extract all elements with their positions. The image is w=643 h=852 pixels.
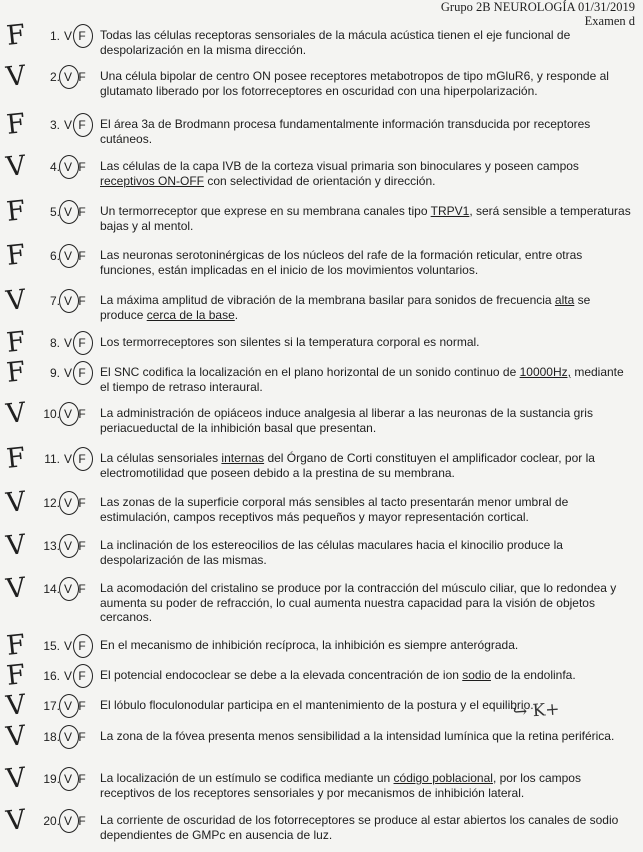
handwritten-mark: V <box>4 150 28 183</box>
answer-circle <box>73 447 93 471</box>
question-item <box>0 442 643 490</box>
question-number: 8. <box>49 336 60 350</box>
option-true: V <box>63 294 72 308</box>
answer-circle <box>73 24 93 48</box>
question-number: 17. <box>43 699 60 713</box>
option-false: F <box>78 205 86 219</box>
option-false: F <box>78 366 86 380</box>
answer-circle <box>59 244 79 268</box>
option-false: F <box>78 582 86 596</box>
answer-circle <box>59 694 79 718</box>
option-false: F <box>78 814 86 828</box>
answer-circle <box>59 809 79 833</box>
handwritten-mark: V <box>4 529 28 562</box>
option-true: V <box>63 452 72 466</box>
answer-circle <box>59 289 79 313</box>
question-text: Las zonas de la superficie corporal más sensibles al tacto presentarán menor umbral de estimulación, campos receptivos más pequeños y mayor representación cortical. <box>100 495 569 524</box>
question-number: 18. <box>43 730 60 744</box>
option-false: F <box>78 452 86 466</box>
question-item <box>0 804 643 852</box>
option-true: V <box>63 407 72 421</box>
handwritten-mark: V <box>4 720 28 753</box>
question-item <box>0 397 643 445</box>
question-text: Las neuronas serotoninérgicas de los núcleos del rafe de la formación reticular, entre otras funciones, están implicadas en el inicio de los movimientos voluntarios. <box>100 248 583 277</box>
question-item <box>0 572 643 624</box>
question-text: El SNC codifica la localización en el plano horizontal de un sonido continuo de 10000Hz, mediante el tiempo de retraso interaural. <box>100 365 624 394</box>
question-item <box>0 720 643 768</box>
question-number: 7. <box>49 294 60 308</box>
header-exam-version: Examen d <box>584 14 635 28</box>
option-true: V <box>63 118 72 132</box>
handwritten-mark: V <box>4 689 28 722</box>
answer-circle <box>73 634 93 658</box>
handwritten-mark: F <box>5 195 27 228</box>
question-item <box>0 762 643 810</box>
question-text: Un termorreceptor que exprese en su membrana canales tipo TRPV1, será sensible a temperaturas bajas y al mentol. <box>100 204 631 233</box>
question-number: 20. <box>43 814 60 828</box>
question-text: La inclinación de los estereocilios de las células maculares hacia el kinocilio produce la despolarización de las mismas. <box>100 538 563 567</box>
question-number: 5. <box>49 205 60 219</box>
question-text: La administración de opiáceos induce analgesia al liberar a las neuronas de la sustancia gris periacueductal de la inhibición basal que presentan. <box>100 406 593 435</box>
option-true: V <box>63 205 72 219</box>
handwritten-mark: F <box>5 442 27 475</box>
question-text: La acomodación del cristalino se produce por la contracción del músculo ciliar, que lo redondea y aumenta su poder de refracción, lo cual aumenta nuestra capacidad para la visión de objetos cercanos. <box>100 581 617 624</box>
handwritten-mark: V <box>4 397 28 430</box>
option-true: V <box>63 699 72 713</box>
question-item <box>0 486 643 534</box>
answer-circle <box>59 200 79 224</box>
option-true: V <box>63 366 72 380</box>
option-true: V <box>63 249 72 263</box>
option-false: F <box>78 336 86 350</box>
option-false: F <box>78 160 86 174</box>
page-header <box>441 0 635 28</box>
option-true: V <box>63 772 72 786</box>
question-item <box>0 60 643 108</box>
question-number: 16. <box>43 669 60 683</box>
option-false: F <box>78 772 86 786</box>
handwritten-mark: F <box>5 356 27 389</box>
option-false: F <box>78 407 86 421</box>
question-number: 1. <box>49 29 60 43</box>
option-false: F <box>78 639 86 653</box>
option-false: F <box>78 29 86 43</box>
option-true: V <box>63 70 72 84</box>
question-number: 11. <box>44 452 60 466</box>
handwritten-mark: V <box>4 762 28 795</box>
question-text: Las células de la capa IVB de la corteza visual primaria son binoculares y poseen campos receptivos ON-OFF con selectividad de orientación y dirección. <box>100 159 579 188</box>
question-text: Los termorreceptores son silentes si la temperatura corporal es normal. <box>100 335 480 349</box>
answer-circle <box>59 65 79 89</box>
answer-circle <box>59 767 79 791</box>
handwritten-mark: F <box>5 19 27 52</box>
question-text: Una célula bipolar de centro ON posee receptores metabotropos de tipo mGluR6, y responde al glutamato liberado por los fotorreceptores en oscuridad con una hiperpolarización. <box>100 69 609 98</box>
option-true: V <box>63 539 72 553</box>
answer-circle <box>59 491 79 515</box>
question-text: La zona de la fóvea presenta menos sensibilidad a la intensidad lumínica que la retina periférica. <box>100 729 615 743</box>
handwritten-mark: V <box>4 804 28 837</box>
answer-circle <box>73 331 93 355</box>
question-item <box>0 150 643 198</box>
option-false: F <box>78 70 86 84</box>
question-number: 13. <box>43 539 60 553</box>
answer-circle <box>59 577 79 601</box>
option-false: F <box>78 294 86 308</box>
option-true: V <box>63 582 72 596</box>
header-group-date: Grupo 2B NEUROLOGÍA 01/31/2019 <box>440 0 635 14</box>
answer-circle <box>59 155 79 179</box>
question-text: El lóbulo floculonodular participa en el mantenimiento de la postura y el equilibrio. <box>100 698 534 712</box>
question-text: La células sensoriales internas del Órgano de Corti constituyen el amplificador coclear, por la electromotilidad que poseen debido a la prestina de su membrana. <box>100 451 595 480</box>
option-false: F <box>78 249 86 263</box>
question-number: 15. <box>43 639 60 653</box>
option-true: V <box>63 160 72 174</box>
question-text: La localización de un estímulo se codifica mediante un código poblacional, por los campos receptivos de los receptores sensoriales y por mecanismos de inhibición lateral. <box>100 771 581 800</box>
option-false: F <box>78 496 86 510</box>
question-number: 12. <box>43 496 60 510</box>
answer-circle <box>73 113 93 137</box>
handwritten-annotation-k: ↪ K+ <box>512 699 561 723</box>
answer-circle <box>73 361 93 385</box>
question-item <box>0 195 643 243</box>
answer-circle <box>59 534 79 558</box>
question-number: 2. <box>49 70 60 84</box>
answer-circle <box>59 725 79 749</box>
handwritten-mark: F <box>5 326 27 359</box>
option-true: V <box>63 814 72 828</box>
option-false: F <box>78 669 86 683</box>
answer-circle <box>73 664 93 688</box>
question-item <box>0 529 643 577</box>
question-number: 10. <box>43 407 60 421</box>
question-number: 9. <box>49 366 60 380</box>
option-false: F <box>78 539 86 553</box>
question-number: 14. <box>43 582 60 596</box>
handwritten-mark: F <box>5 239 27 272</box>
option-true: V <box>63 639 72 653</box>
handwritten-mark: V <box>4 284 28 317</box>
answer-circle <box>59 402 79 426</box>
question-text: El potencial endococlear se debe a la elevada concentración de ion sodio de la endolinfa. <box>100 668 576 682</box>
option-false: F <box>78 730 86 744</box>
handwritten-mark: F <box>5 659 27 692</box>
handwritten-mark: V <box>4 486 28 519</box>
handwritten-mark: F <box>5 629 27 662</box>
option-false: F <box>78 699 86 713</box>
question-item <box>0 356 643 404</box>
handwritten-mark: V <box>4 60 28 93</box>
question-item <box>0 239 643 287</box>
question-number: 19. <box>43 772 60 786</box>
question-text: El área 3a de Brodmann procesa fundamentalmente información transducida por receptores cutáneos. <box>100 117 591 146</box>
question-number: 4. <box>49 160 60 174</box>
question-number: 3. <box>49 118 60 132</box>
question-text: La corriente de oscuridad de los fotorreceptores se produce al estar abiertos los canales de sodio dependientes de GMPc en ausencia de luz. <box>100 813 619 842</box>
option-true: V <box>63 496 72 510</box>
question-text: La máxima amplitud de vibración de la membrana basilar para sonidos de frecuencia alta se produce cerca de la base. <box>100 293 591 322</box>
option-true: V <box>63 730 72 744</box>
handwritten-mark: F <box>5 108 27 141</box>
question-text: En el mecanismo de inhibición recíproca, la inhibición es siempre anterógrada. <box>100 638 519 652</box>
question-item <box>0 284 643 332</box>
option-true: V <box>63 29 72 43</box>
option-true: V <box>63 669 72 683</box>
option-true: V <box>63 336 72 350</box>
question-item <box>0 108 643 156</box>
handwritten-mark: V <box>4 572 28 605</box>
question-number: 6. <box>49 249 60 263</box>
question-text: Todas las células receptoras sensoriales de la mácula acústica tienen el eje funcional de despolarización en la misma dirección. <box>100 28 571 57</box>
option-false: F <box>78 118 86 132</box>
